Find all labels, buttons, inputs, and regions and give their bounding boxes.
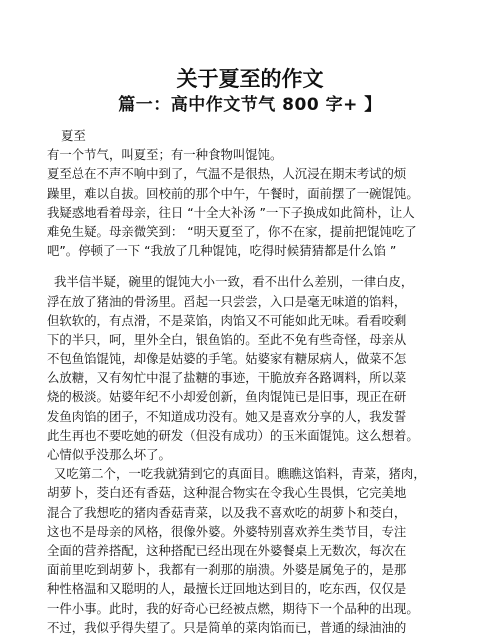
body-line: 一件小事。此时，我的好奇心已经被点燃，期待下一个品种的出现。 bbox=[47, 600, 419, 616]
body-line: 种性格温和又聪明的人，最擅长迂回地达到目的，吃东西，仅仅是 bbox=[47, 581, 407, 597]
document-body bbox=[47, 126, 494, 637]
document-subtitle: 篇一：高中作文节气 800 字+ 】 bbox=[118, 95, 382, 115]
body-line: 胡萝卜，茭白还有香菇，这种混合物实在令我心生畏惧，它完美地 bbox=[47, 485, 407, 501]
body-line: 我半信半疑，碗里的馄饨大小一致，看不出什么差别，一律白皮， bbox=[54, 274, 414, 290]
body-line: 发鱼肉馅的团子，不知道成功没有。她又是喜欢分享的人，我发誓 bbox=[47, 408, 407, 424]
body-line: 心情似乎没那么坏了。 bbox=[47, 447, 171, 462]
body-line: 不包鱼馅馄饨，却像是姑婆的手笔。姑婆家有糖尿病人，做菜不怎 bbox=[47, 351, 407, 367]
body-line: 么放糖，又有匆忙中混了盐糖的事迹，干脆放弃各路调料，所以菜 bbox=[47, 370, 407, 386]
body-line: 这也不是母亲的风格，很像外婆。外婆特别喜欢养生类节目，专注 bbox=[47, 523, 407, 539]
body-line: 夏至总在不声不响中到了，气温不是很热，人沉浸在期末考试的烦 bbox=[47, 166, 407, 182]
body-line: 有一个节气，叫夏至；有一种食物叫馄饨。 bbox=[47, 147, 283, 163]
document-title: 关于夏至的作文 bbox=[176, 67, 324, 91]
body-line: 吧”。停顿了一下 “我放了几种馄饨，吃得时候猜猜都是什么馅 ” bbox=[47, 243, 397, 259]
body-line: 不过，我似乎得失望了。只是简单的菜肉馅而已，普通的绿油油的 bbox=[47, 619, 407, 635]
body-line: 躁里，难以自拔。回校前的那个中午，午餐时，面前摆了一碗馄饨。 bbox=[47, 185, 419, 201]
body-line: 但软软的，有点滑，不是菜馅，肉馅又不可能如此无味。看看咬剩 bbox=[47, 312, 407, 328]
body-line: 混合了我想吃的猪肉香菇青菜，以及我不喜欢吃的胡萝卜和茭白， bbox=[47, 504, 407, 520]
body-line: 此生再也不要吃她的研发（但没有成功）的玉米面馄饨。这么想着。 bbox=[47, 427, 419, 443]
paragraph-gap bbox=[54, 260, 494, 272]
body-line: 面前里吃到胡萝卜，我都有一刹那的崩溃。外婆是属兔子的，是那 bbox=[47, 562, 407, 578]
body-line: 夏至 bbox=[61, 128, 86, 143]
body-line: 全面的营养搭配，这种搭配已经出现在外婆餐桌上无数次，每次在 bbox=[47, 542, 407, 558]
body-line: 难免生疑。母亲微笑到： “明天夏至了，你不在家，提前把馄饨吃了 bbox=[47, 223, 417, 239]
body-line: 下的半只，呵，里外全白，银鱼馅的。至此不免有些奇怪，母亲从 bbox=[47, 331, 407, 347]
body-line: 又吃第二个，一吃我就猜到它的真面目。瞧瞧这馅料，青菜，猪肉， bbox=[54, 466, 426, 482]
body-line: 我疑惑地看着母亲，往日 “十全大补汤 ”一下子换成如此简朴，让人 bbox=[47, 204, 415, 220]
body-line: 浮在放了猪油的骨汤里。舀起一只尝尝，入口是毫无味道的馅料， bbox=[47, 293, 407, 309]
body-line: 烧的极淡。姑婆年纪不小却爱创新，鱼肉馄饨已是旧事，现正在研 bbox=[47, 389, 407, 405]
